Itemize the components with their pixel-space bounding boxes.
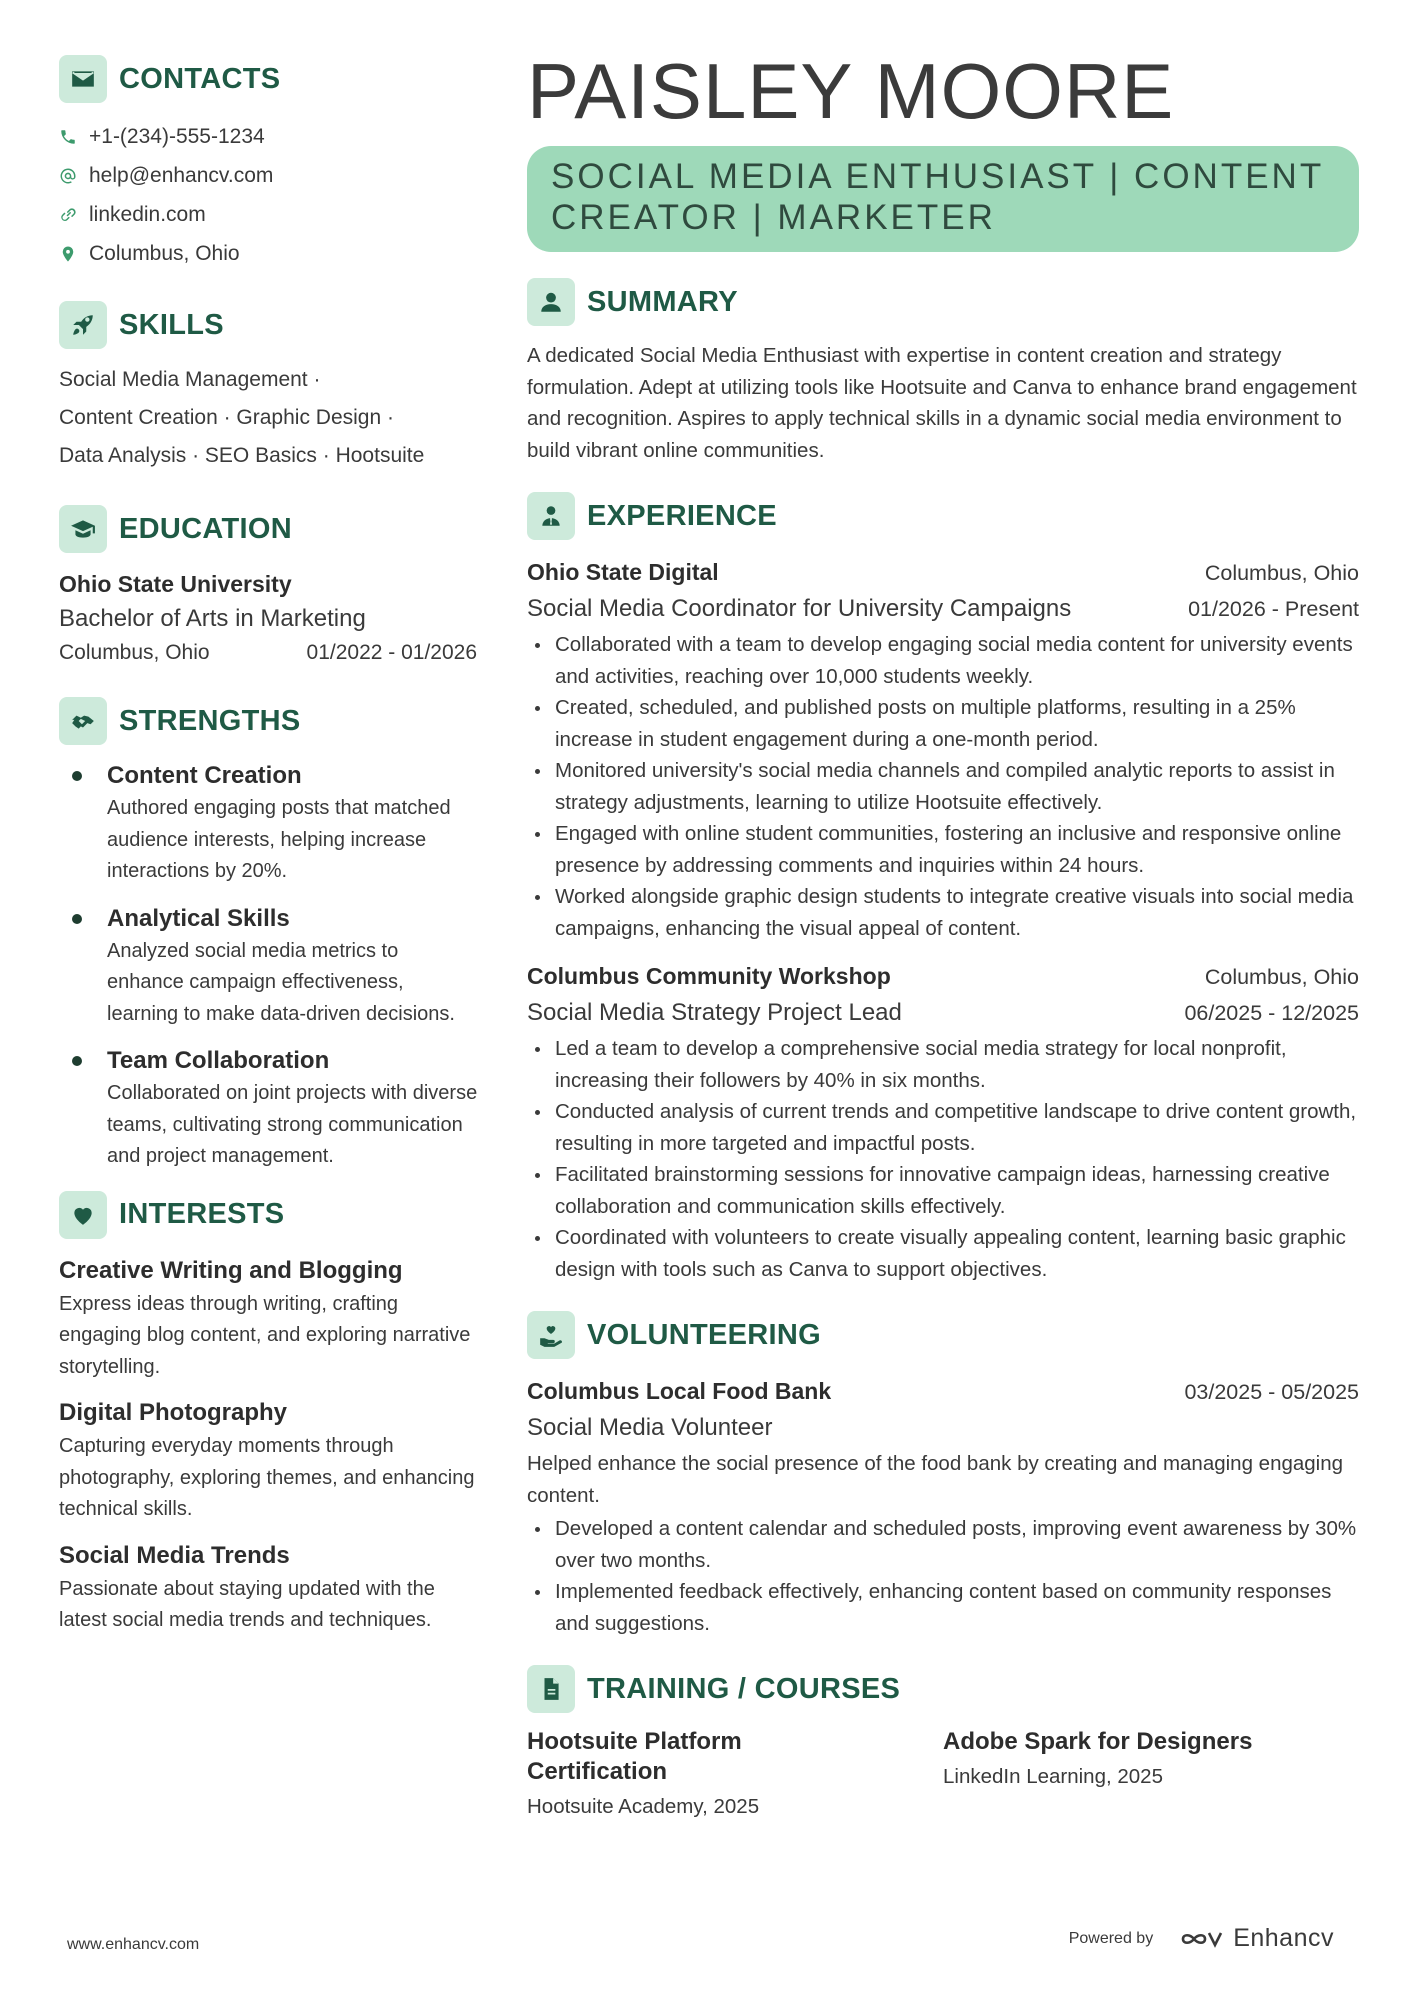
left-column <box>59 55 479 1649</box>
contact-email[interactable] <box>59 156 479 195</box>
list-item: Developed a content calendar and scheduled posts, improving event awareness by 30% over two months. <box>527 1513 1359 1576</box>
job-header <box>527 554 1359 591</box>
rocket-icon <box>59 301 107 349</box>
job-subheader <box>527 995 1359 1031</box>
brand-name: Enhancv <box>1233 1924 1334 1952</box>
volunteer-org: Columbus Local Food Bank <box>527 1378 832 1404</box>
interest-item <box>59 1395 479 1526</box>
skills-heading: SKILLS <box>119 308 224 341</box>
training-header <box>527 1665 1359 1713</box>
graduation-cap-icon <box>59 505 107 553</box>
handshake-icon <box>59 697 107 745</box>
skills-line: Data Analysis · SEO Basics · Hootsuite <box>59 444 425 467</box>
enhancv-logo-icon <box>1179 1927 1225 1951</box>
course-provider: LinkedIn Learning, 2025 <box>943 1765 1163 1788</box>
volunteering-header <box>527 1311 1359 1359</box>
course-provider: Hootsuite Academy, 2025 <box>527 1795 760 1818</box>
job-bullets <box>527 1033 1359 1285</box>
course-title: Hootsuite Platform Certification <box>527 1728 742 1785</box>
summary-heading: SUMMARY <box>587 285 738 318</box>
email-text: help@enhancv.com <box>89 163 274 187</box>
interest-title: Social Media Trends <box>59 1541 290 1569</box>
user-icon <box>527 278 575 326</box>
summary-header <box>527 278 1359 326</box>
contact-linkedin[interactable] <box>59 195 479 234</box>
list-item: Led a team to develop a comprehensive social media strategy for local nonprofit, increasing their followers by 40% in six months. <box>527 1033 1359 1096</box>
strength-desc: Analyzed social media metrics to enhance campaign effectiveness, learning to make data-driven decisions. <box>107 939 455 1025</box>
job-company: Columbus Community Workshop <box>527 963 891 989</box>
at-icon <box>59 167 77 185</box>
job-dates: 06/2025 - 12/2025 <box>1184 1001 1359 1025</box>
linkedin-text: linkedin.com <box>89 202 206 226</box>
interests-heading: INTERESTS <box>119 1198 285 1230</box>
envelope-icon <box>59 55 107 103</box>
location-text: Columbus, Ohio <box>89 241 240 265</box>
experience-header <box>527 492 1359 540</box>
job-entry <box>527 554 1359 944</box>
job-subheader <box>527 591 1359 627</box>
list-item: Facilitated brainstorming sessions for innovative campaign ideas, harnessing creative collaboration and communication skills effectively. <box>527 1159 1359 1222</box>
title-band <box>527 146 1359 252</box>
job-location: Columbus, Ohio <box>1204 965 1359 989</box>
contacts-heading: CONTACTS <box>119 62 281 95</box>
bullet-dot <box>72 914 82 924</box>
job-location: Columbus, Ohio <box>1204 561 1359 585</box>
education-dates: 01/2022 - 01/2026 <box>306 641 477 664</box>
skills-line: Content Creation · Graphic Design · <box>59 406 394 429</box>
interest-desc: Express ideas through writing, crafting engaging blog content, and exploring narrative storytelling. <box>59 1292 471 1378</box>
list-item: Created, scheduled, and published posts on multiple platforms, resulting in a 25% increase in student engagement during a one-month period. <box>527 692 1359 755</box>
education-meta <box>59 637 477 669</box>
heart-icon <box>59 1191 107 1239</box>
education-school: Ohio State University <box>59 571 292 597</box>
interest-title: Digital Photography <box>59 1399 287 1426</box>
volunteering-heading: VOLUNTEERING <box>587 1318 821 1351</box>
phone-text: +1-(234)-555-1234 <box>89 124 265 148</box>
training-heading: TRAINING / COURSES <box>587 1672 901 1705</box>
summary-text: A dedicated Social Media Enthusiast with expertise in content creation and strategy formulation. Adept at utilizing tools like Hootsuite and Canva to enhance brand engagement and recognition. Aspires to apply technical skills in a dynamic social media environment to build vibrant online communities. <box>527 344 1357 462</box>
skills-line: Social Media Management · <box>59 368 321 391</box>
experience-heading: EXPERIENCE <box>587 499 777 532</box>
strengths-heading: STRENGTHS <box>119 704 301 737</box>
volunteer-desc: Helped enhance the social presence of the food bank by creating and managing engaging content. <box>527 1452 1344 1507</box>
interest-item <box>59 1253 479 1384</box>
hand-heart-icon <box>527 1311 575 1359</box>
title-line: CREATOR | MARKETER <box>551 198 996 237</box>
education-location: Columbus, Ohio <box>59 641 210 664</box>
list-item: Monitored university's social media channels and compiled analytic reports to assist in strategy adjustments, learning to utilize Hootsuite effectively. <box>527 755 1359 818</box>
education-header <box>59 505 479 553</box>
strength-title: Analytical Skills <box>107 904 290 932</box>
skills-header <box>59 301 479 349</box>
list-item: Conducted analysis of current trends and competitive landscape to drive content growth, resulting in more targeted and impactful posts. <box>527 1096 1359 1159</box>
phone-icon <box>59 128 77 146</box>
job-entry <box>527 958 1359 1285</box>
strength-desc: Authored engaging posts that matched audience interests, helping increase interactions by 20%. <box>107 797 451 882</box>
volunteer-dates: 03/2025 - 05/2025 <box>1184 1380 1359 1404</box>
interest-item <box>59 1538 479 1637</box>
strength-desc: Collaborated on joint projects with diverse teams, cultivating strong communication and project management. <box>107 1082 478 1167</box>
interests-header <box>59 1191 479 1239</box>
course-title: Adobe Spark for Designers <box>943 1728 1253 1755</box>
job-role: Social Media Coordinator for University Campaigns <box>527 595 1072 622</box>
strengths-header <box>59 697 479 745</box>
interest-title: Creative Writing and Blogging <box>59 1256 403 1284</box>
title-line: SOCIAL MEDIA ENTHUSIAST | CONTENT <box>551 157 1325 196</box>
strength-title: Content Creation <box>107 762 302 789</box>
course-item <box>527 1727 943 1825</box>
contact-phone[interactable] <box>59 117 479 156</box>
strength-title: Team Collaboration <box>107 1047 330 1074</box>
courses-list <box>527 1727 1359 1825</box>
interest-desc: Capturing everyday moments through photography, exploring themes, and enhancing technical skills. <box>59 1435 475 1520</box>
powered-by-label: Powered by <box>1068 1929 1154 1947</box>
document-icon <box>527 1665 575 1713</box>
skills-list <box>59 361 479 475</box>
bullet-dot <box>72 1056 82 1066</box>
right-column <box>527 48 1359 1825</box>
list-item: Engaged with online student communities, fostering an inclusive and responsive online presence by addressing comments and inquiries within 24 hours. <box>527 818 1359 881</box>
job-bullets <box>527 629 1359 944</box>
interest-desc: Passionate about staying updated with the latest social media trends and techniques. <box>59 1577 435 1631</box>
contacts-header <box>59 55 479 103</box>
education-heading: EDUCATION <box>119 512 292 545</box>
list-item: Coordinated with volunteers to create visually appealing content, learning basic graphic design with tools such as Canva to support objectives. <box>527 1222 1359 1285</box>
job-header <box>527 958 1359 995</box>
footer-brand[interactable] <box>1069 1924 1334 1953</box>
job-dates: 01/2026 - Present <box>1188 597 1359 621</box>
footer-website[interactable]: www.enhancv.com <box>67 1936 200 1953</box>
link-icon <box>59 206 77 224</box>
education-degree: Bachelor of Arts in Marketing <box>59 605 366 632</box>
list-item: Implemented feedback effectively, enhancing content based on community responses and suggestions. <box>527 1576 1359 1639</box>
map-pin-icon <box>59 245 77 263</box>
strength-item <box>59 902 479 1031</box>
contact-location <box>59 234 479 273</box>
course-item <box>943 1727 1359 1825</box>
list-item: Collaborated with a team to develop engaging social media content for university events and activities, reaching over 10,000 students weekly. <box>527 629 1359 692</box>
volunteer-bullets <box>527 1513 1359 1639</box>
bullet-dot <box>72 771 82 781</box>
briefcase-user-icon <box>527 492 575 540</box>
volunteer-header <box>527 1373 1359 1410</box>
volunteer-role: Social Media Volunteer <box>527 1414 773 1441</box>
candidate-name: PAISLEY MOORE <box>527 47 1175 135</box>
list-item: Worked alongside graphic design students to integrate creative visuals into social media campaigns, enhancing the visual appeal of content. <box>527 881 1359 944</box>
job-role: Social Media Strategy Project Lead <box>527 999 902 1026</box>
strength-item <box>59 1044 479 1173</box>
job-company: Ohio State Digital <box>527 559 719 585</box>
strength-item <box>59 759 479 888</box>
